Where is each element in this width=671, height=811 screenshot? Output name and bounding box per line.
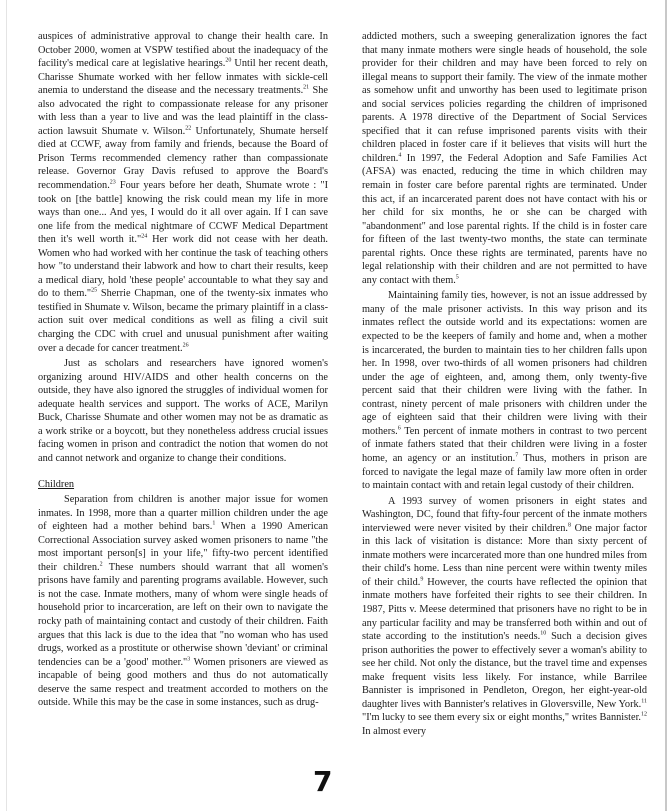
scan-edge-left: [6, 0, 7, 811]
paragraph: [38, 30, 328, 355]
text-run: Four years before her death, Shumate wrote : "I took on [the battle] knowing the risk could mean my life in more ways than one... And yes, I would do it all over again. If I can save one life from the medical nightmare of CCWF Medical Department then it's well worth it.": [38, 180, 328, 246]
footnote-ref: 7: [515, 452, 519, 459]
text-run: Her work did not cease with her death. Women who had worked with her continue the task of teaching others how "to understand their labwork and how to chart their results, keep a medical diary, hold 'these people' accountable to what they say and do to them.": [38, 234, 329, 300]
footnote-ref: 5: [455, 274, 459, 281]
footnote-ref: 3: [187, 656, 191, 663]
text-run: Thus, mothers in prison are forced to navigate the legal maze of family law more often in order to maintain contact with and retain legal custody of their children.: [362, 452, 647, 492]
text-run: Women prisoners are viewed as incapable of being good mothers and thus do not automatically deserve the same respect and treatment accorded to mothers on the outside. While this may be the case in some instances, such as drug-: [38, 656, 328, 709]
footnote-ref: 10: [540, 630, 547, 637]
text-run: One major factor in this lack of visitation is distance: More than sixty percent of inmate mothers were incarcerated more than one hundred miles from their child's home. Less than nine percent were within twenty miles of their child.: [362, 522, 647, 588]
text-run: However, the courts have reflected the opinion that inmate mothers have forfeited their rights to see their children. In 1987, Pitts v. Meese determined that prisoners have no right to be in any particular facility and may be transferred both within and out of state according to the institution's needs.: [362, 576, 647, 643]
text-run: In almost every: [362, 725, 427, 737]
footnote-ref: 21: [303, 84, 310, 91]
text-run: Such a decision gives prison authorities the power to effectively sever a woman's ability to see her child. Not only the distance, but the travel time and expenses make frequent visits less likely. For instance, while Barrilee Bannister is imprisoned in Pendleton, Oregon, her eight-year-old daughter lives with Bannister's relatives in Gloversville, New York.: [362, 631, 647, 710]
page-number: 7: [313, 765, 333, 798]
footnote-ref: 25: [91, 287, 98, 294]
text-run: When a 1990 American Correctional Association survey asked women prisoners to name "the most important person[s] in your life," fifty-two percent identified their children.: [38, 521, 328, 573]
paragraph: [362, 289, 647, 492]
text-run: A 1993 survey of women prisoners in eight states and Washington, DC, found that fifty-four percent of the inmate mothers interviewed were never visited by their children.: [362, 495, 647, 534]
right-column: [362, 30, 647, 738]
text-run: "I'm lucky to see them every six or eight months," writes Bannister.: [362, 712, 641, 724]
text-run: Maintaining family ties, however, is not an issue addressed by many of the male prisoner activists. In this way prison and its inmates reflect the outside world and its expectations: women are expected to be the keepers of family and home and, when a mother is incarcerated, the burden to maintain ties to her children falls upon her. In 1998, over two-thirds of all women prisoners had children under the age of eighteen, and, among them, only twenty-five percent said that their children were living with the father. In contrast, ninety percent of male prisoners with children under the age of eighteen said that their children were living with their mothers.: [362, 290, 647, 437]
section-heading: Children: [38, 478, 75, 490]
footnote-ref: 22: [185, 125, 192, 132]
text-run: addicted mothers, such a sweeping generalization ignores the fact that many inmate mothers were single heads of household, the sole provider for their children and may have been forced to rely on illegal means to support their family. The view of the inmate mother as somehow unfit and unworthy has been used to legitimate prison and social services policies regarding the children of imprisoned parents. A 1978 directive of the Department of Social Services specified that it can refuse imprisoned parents visits with their children placed in foster care if it believes that visits will hurt the children.: [362, 31, 647, 164]
text-run: Unfortunately, Shumate herself died at CCWF, away from family and friends, because the Board of Prison Terms recommended clemency rather than compassionate release. Governor Gray Davis refused to approve the Board's recommendation.: [38, 125, 329, 192]
left-column: [38, 30, 328, 710]
footnote-ref: 8: [568, 522, 572, 529]
paragraph: [362, 30, 647, 287]
footnote-ref: 2: [99, 561, 103, 568]
footnote-ref: 11: [641, 698, 647, 705]
footnote-ref: 4: [398, 152, 402, 159]
footnote-ref: 20: [225, 57, 232, 64]
paragraph: [38, 493, 328, 710]
text-run: Until her recent death, Charisse Shumate worked with her fellow inmates with sickle-cell anemia to understand the disease and the necessary treatments.: [38, 58, 328, 97]
text-run: Ten percent of inmate mothers in contrast to two percent of inmate fathers stated that their children were living in a foster home, an agency or an institution.: [362, 425, 647, 464]
footnote-ref: 23: [109, 179, 116, 186]
text-run: She also advocated the right to compassionate release for any prisoner with less than a year to live and was the lead plaintiff in the class-action lawsuit Shumate v. Wilson.: [38, 85, 328, 137]
paragraph: Just as scholars and researchers have ignored women's organizing around HIV/AIDS and other health concerns on the outside, they have also ignored the struggles of individual women for adequate health services and support. The works of ACE, Marilyn Buck, Charisse Shumate and other women may not be as dramatic as a work strike or a boycott, but they nonetheless address crucial issues facing women in prison and contradict the notion that women do not and cannot network and organize to change their conditions.: [38, 358, 328, 464]
paragraph: [362, 495, 647, 739]
scan-edge-right: [665, 0, 667, 811]
footnote-ref: 6: [397, 425, 401, 432]
text-run: In 1997, the Federal Adoption and Safe Families Act (AFSA) was enacted, reducing the time in which children may remain in foster care before parental rights are terminated. Under this act, if an incarcerated parent does not have contact with his or her child for six months, he or she can be charged with "abandonment" and lose parental rights. If the child is in foster care for fifteen of the last twenty-two months, the state can terminate parental rights. Once these rights are terminated, parents have no legal relationship with their children and are not permitted to have any contact with them.: [362, 152, 647, 286]
text-run: auspices of administrative approval to change their health care. In October 2000, women at VSPW testified about the inadequacy of the facility's medical care at legislative hearings.: [38, 31, 328, 70]
text-run: Sherrie Chapman, one of the twenty-six inmates who testified in Shumate v. Wilson, became the primary plaintiff in a class-action suit over medical conditions as well as filing a civil suit charging the CDC with cruel and unusual punishment after waiting over a decade for cancer treatment.: [38, 288, 328, 354]
text-run: These numbers should warrant that all women's prisons have family and parenting programs available. However, such is not the case. Inmate mothers, many of whom were single heads of household prior to incarceration, are left on their own to navigate the rocky path of maintaining contact and custody of their children. Faith argues that this lack is due to the idea that "no woman who has used drugs, worked as a prostitute or otherwise shown 'deviant' or criminal tendencies can be a 'good' mother.": [38, 561, 328, 668]
footnote-ref: 26: [182, 342, 189, 349]
footnote-ref: 1: [212, 520, 216, 527]
footnote-ref: 9: [420, 576, 424, 583]
text-run: Separation from children is another major issue for women inmates. In 1998, more than a quarter million children under the age of eighteen had a mother behind bars.: [38, 494, 328, 533]
footnote-ref: 12: [641, 711, 647, 718]
footnote-ref: 24: [141, 233, 148, 240]
